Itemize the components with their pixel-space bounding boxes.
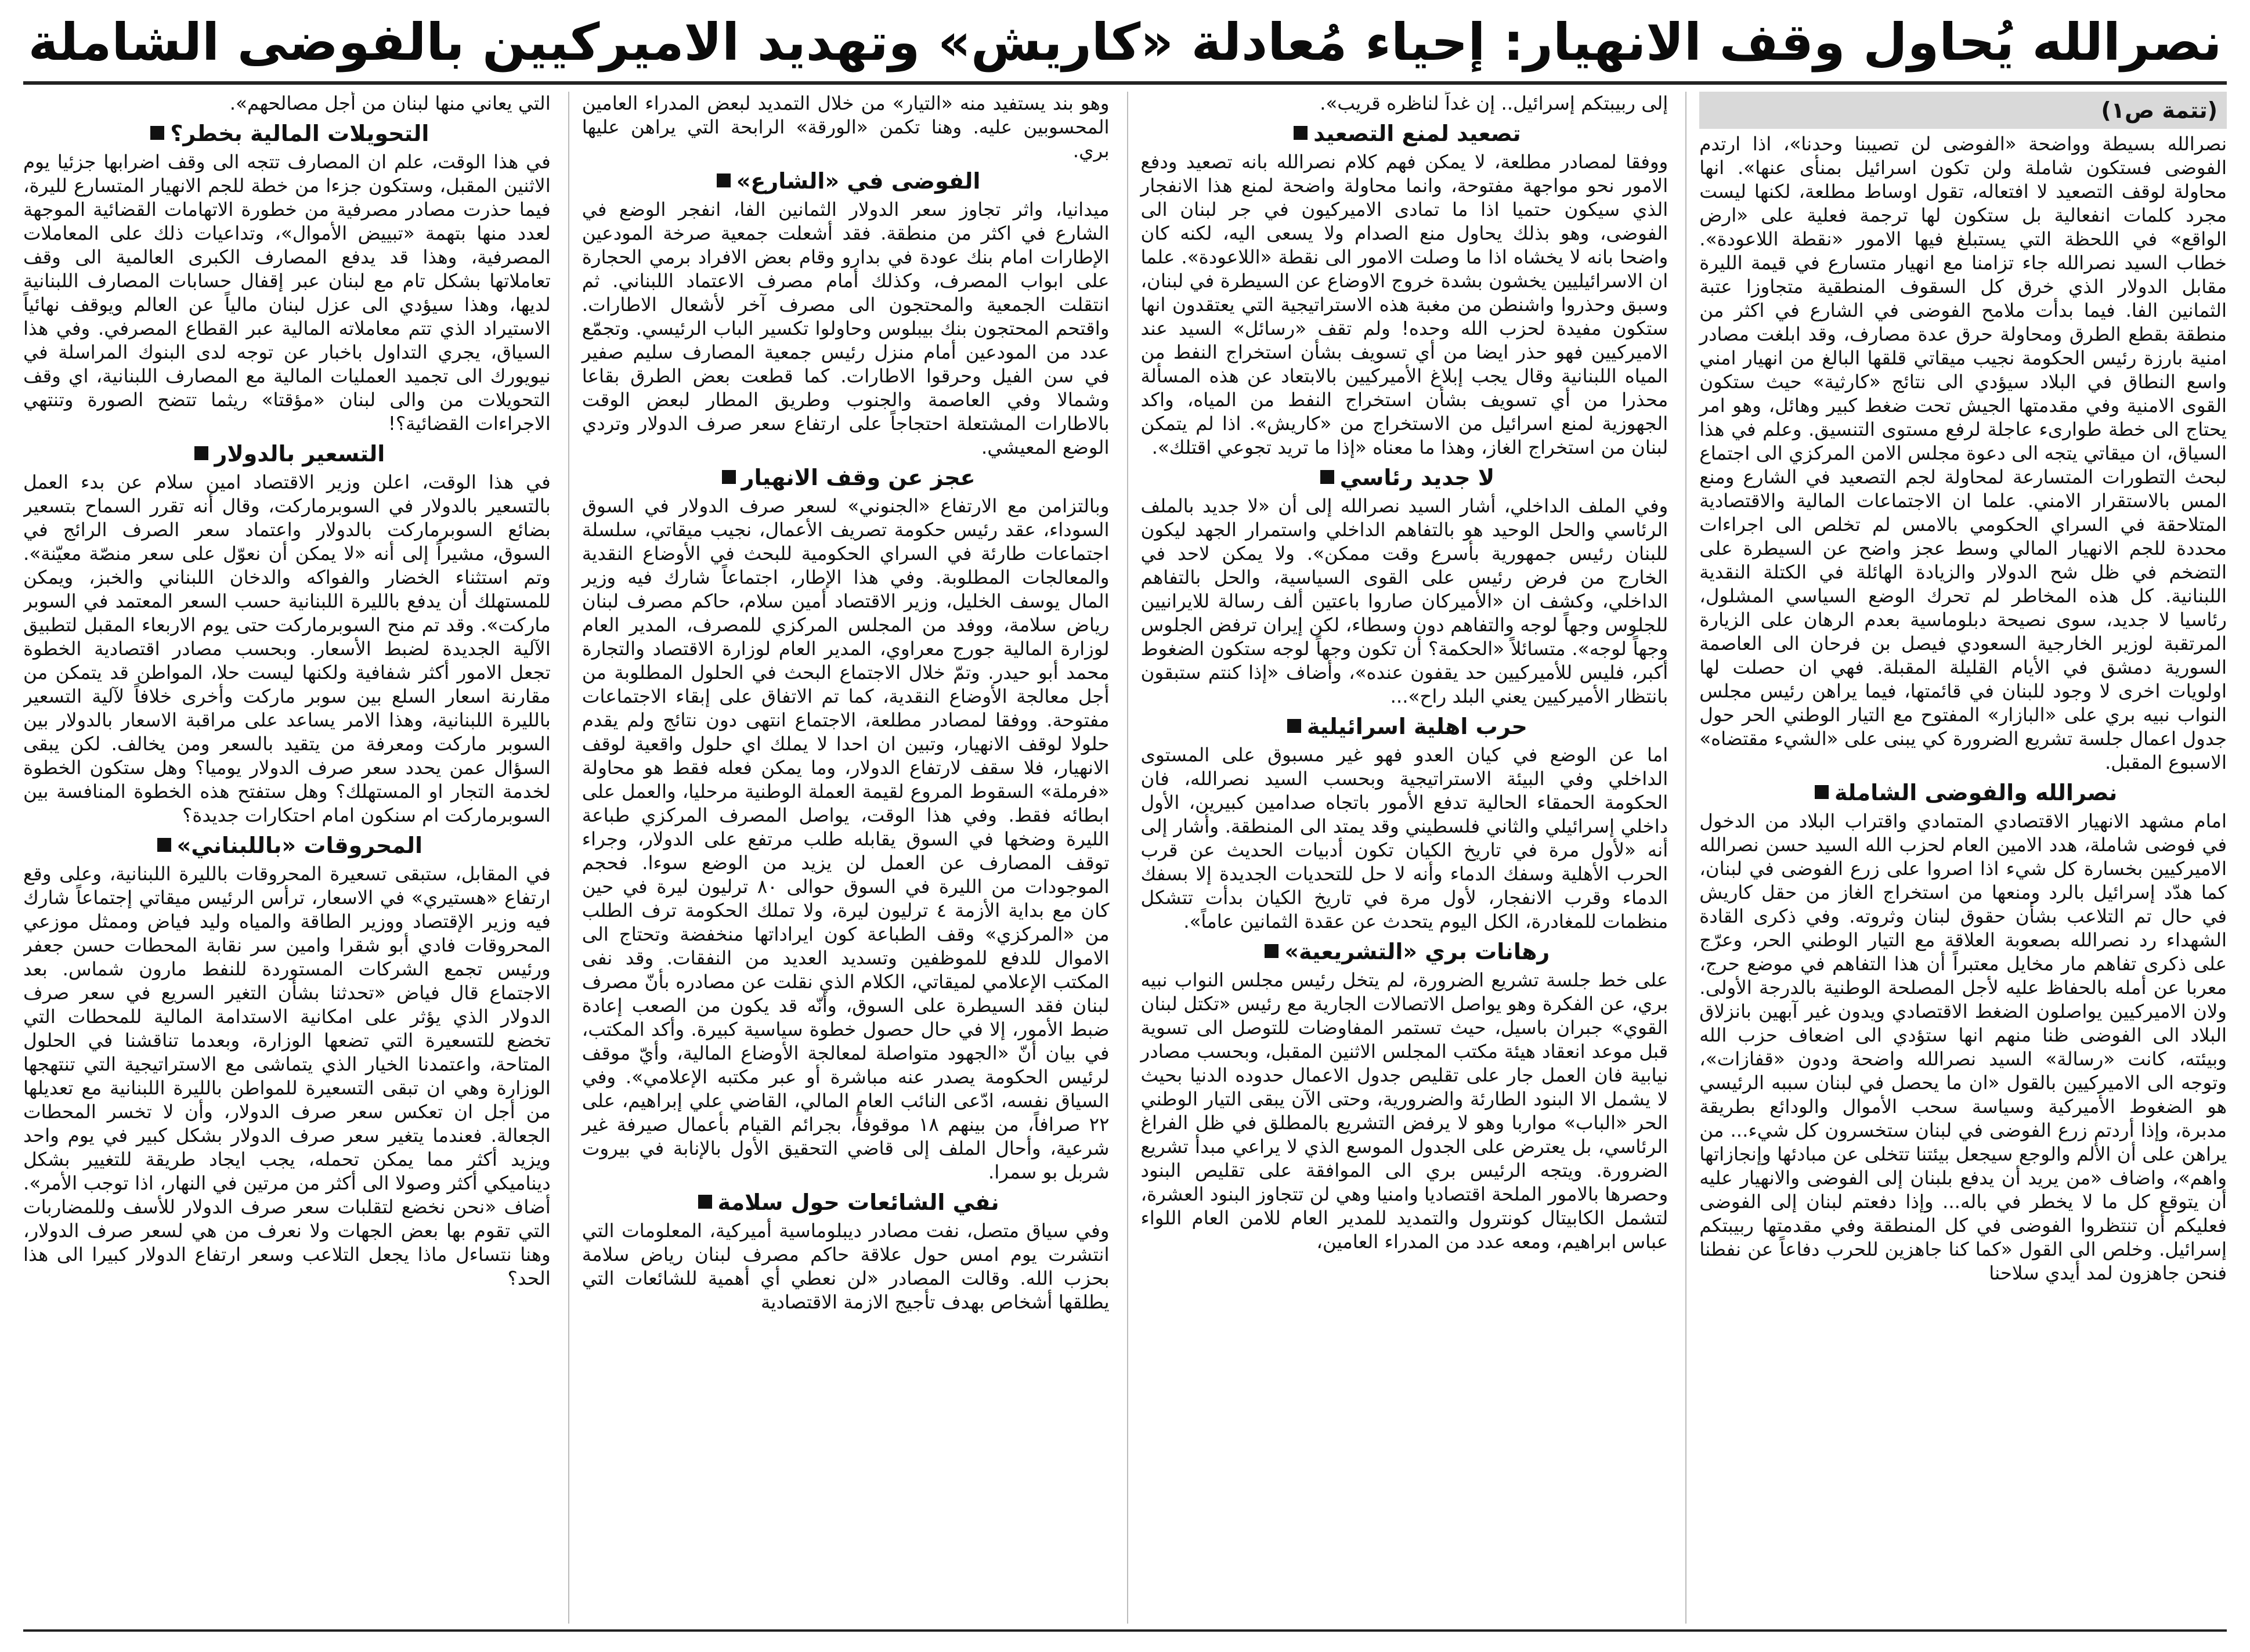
column-1 bbox=[1685, 92, 2227, 1624]
section-heading bbox=[1141, 937, 1668, 966]
section-heading-text: التسعير بالدولار bbox=[214, 441, 385, 467]
column-3 bbox=[568, 92, 1110, 1624]
section-heading bbox=[1699, 778, 2227, 807]
page-headline: نصرالله يُحاول وقف الانهيار: إحياء مُعادلة «كاريش» وتهديد الاميركيين بالفوضى الشاملة bbox=[28, 12, 2222, 72]
section-heading-text: تصعيد لمنع التصعيد bbox=[1313, 121, 1521, 146]
article-columns bbox=[23, 92, 2227, 1624]
article-paragraph: وبالتزامن مع الارتفاع «الجنوني» لسعر صرف الدولار في السوق السوداء، عقد رئيس حكومة تصريف الأعمال، نجيب ميقاتي، سلسلة اجتماعات طارئة في السراي الحكومية للبحث في الأوضاع النقدية والمعالجات المطلوبة. وفي هذا الإطار، اجتماعاً شارك فيه وزير المال يوسف الخليل، وزير الاقتصاد أمين سلام، حاكم مصرف لبنان رياض سلامة، ووفد من المجلس المركزي للمصرف، المدير العام لوزارة المالية جورج معراوي، المدير العام لوزارة الاقتصاد والتجارة محمد أبو حيدر. وتمّ خلال الاجتماع البحث في الحلول المطلوبة من أجل معالجة الأوضاع النقدية، كما تم الاتفاق على إبقاء الاجتماعات مفتوحة. ووفقا لمصادر مطلعة، الاجتماع انتهى دون نتائج ولم يقدم حلولا لوقف الانهيار، وتبين ان احدا لا يملك اي حلول واقعية لوقف الانهيار، فلا سقف لارتفاع الدولار، وما يمكن فعله فقط هو محاولة «فرملة» السقوط المروع لقيمة العملة الوطنية مرحليا، والعمل على ابطائه فقط. وفي هذا الوقت، يواصل المصرف المركزي طباعة الليرة وضخها في السوق يقابله طلب مرتفع على الدولار، وجراء توقف المصارف عن العمل لن يزيد من الوضع سوءا. فحجم الموجودات من الليرة في السوق حوالى ٨٠ ترليون ليرة في حين كان مع بداية الأزمة ٤ ترليون ليرة، ولا تملك الحكومة ترف الطلب من «المركزي» وقف الطباعة كون ايراداتها منخفضة وتحتاج الى الاموال للدفع للموظفين وتسديد العديد من النفقات. وقد نفى المكتب الإعلامي لميقاتي، الكلام الذي نقلت عن مصادره بأنّ مصرف لبنان فقد السيطرة على السوق، وأنّه قد يكون من الصعب إعادة ضبط الأمور، إلا في حال حصول خطوة سياسية كبيرة. وأكد المكتب، في بيان أنّ «الجهود متواصلة لمعالجة الأوضاع المالية، وأيّ موقف لرئيس الحكومة يصدر عنه مباشرة أو عبر مكتبه الإعلامي». وفي السياق نفسه، ادّعى النائب العام المالي، القاضي علي إبراهيم، على ٢٢ صرافاً، من بينهم ١٨ موقوفاً، بجرائم القيام بأعمال صيرفة غير شرعية، وأحال الملف إلى قاضي التحقيق الأول بالإنابة في بيروت شربل بو سمرا. bbox=[582, 495, 1110, 1183]
square-bullet-icon bbox=[698, 1195, 712, 1209]
article-paragraph: وهو بند يستفيد منه «التيار» من خلال التمديد لبعض المدراء العامين المحسوبين عليه. وهنا تكمن «الورقة» الرابحة التي يراهن عليها بري. bbox=[582, 92, 1110, 162]
square-bullet-icon bbox=[1294, 126, 1308, 140]
article-paragraph: اما عن الوضع في كيان العدو فهو غير مسبوق على المستوى الداخلي وفي البيئة الاستراتيجية وبحسب السيد نصرالله، فان الحكومة الحمقاء الحالية تدفع الأمور باتجاه صدامين كبيرين، الأول داخلي إسرائيلي والثاني فلسطيني وقد يمتد الى المنطقة. وأشار إلى أنه «لأول مرة في تاريخ الكيان تكون أدبيات الحديث عن قرب الحرب الأهلية وسفك الدماء وأنه لا حل للتحديات الجديدة إلا بسفك الدماء وقرب الانفجار، لأول مرة في تاريخ الكيان بدأت تتشكل منظمات للمغادرة، الكل اليوم يتحدث عن عقدة الثمانين عاماً». bbox=[1140, 744, 1668, 932]
section-heading bbox=[582, 1188, 1110, 1217]
section-heading-text: نفي الشائعات حول سلامة bbox=[717, 1190, 999, 1215]
column-4 bbox=[23, 92, 551, 1624]
square-bullet-icon bbox=[717, 173, 731, 187]
section-heading bbox=[23, 119, 551, 148]
square-bullet-icon bbox=[1815, 785, 1829, 799]
section-heading-text: حرب اهلية اسرائيلية bbox=[1306, 714, 1527, 739]
footer-rule bbox=[23, 1629, 2227, 1632]
article-paragraph: التي يعاني منها لبنان من أجل مصالحهم». bbox=[229, 92, 551, 114]
article-paragraph: في هذا الوقت، علم ان المصارف تتجه الى وقف اضرابها جزئيا يوم الاثنين المقبل، وستكون جزءا من خطة للجم الانهيار المتسارع لليرة، فيما حذرت مصادر مصرفية من خطورة الاتهامات القضائية الموجهة لعدد منها بتهمة «تبييض الأموال»، وتداعيات ذلك على المعاملات المصرفية، وهذا قد يدفع المصارف الكبرى العالمية الى وقف تعاملاتها بشكل تام مع لبنان عبر إقفال حسابات المصارف اللبنانية لديها، وهذا سيؤدي الى عزل لبنان مالياً عن العالم ويوقف نهائياً الاستيراد الذي تتم معاملاته المالية عبر القطاع المصرفي. وفي هذا السياق، يجري التداول باخبار عن توجه لدى البنوك المراسلة في نيويورك الى تجميد العمليات المالية مع المصارف اللبنانية، اي وقف التحويلات من والى لبنان «مؤقتا» ريثما تتضح الصورة وتنتهي الاجراءات القضائية؟! bbox=[23, 151, 551, 435]
headline-rule bbox=[23, 81, 2227, 85]
continuation-tag: (تتمة ص١) bbox=[1699, 92, 2227, 129]
section-heading bbox=[1141, 463, 1668, 492]
section-heading-text: التحويلات المالية بخطر؟ bbox=[170, 121, 429, 146]
square-bullet-icon bbox=[150, 126, 164, 140]
section-heading bbox=[23, 439, 551, 468]
square-bullet-icon bbox=[194, 446, 208, 460]
article-paragraph: وفي الملف الداخلي، أشار السيد نصرالله إلى أن «لا جديد بالملف الرئاسي والحل الوحيد هو بالتفاهم الداخلي واستمرار الجهد ليكون للبنان رئيس جمهورية بأسرع وقت ممكن». ولا يمكن لاحد في الخارج من فرض رئيس على القوى السياسية، والحل بالتفاهم الداخلي، وكشف ان «الأميركان صاروا باعتين ألف رسالة للايرانيين للجلوس وجهاً لوجه والتفاهم دون وسطاء، لكن إيران ترفض الجلوس وجهاً لوجه». متسائلاً «الحكمة؟ أن تكون وجهاً لوجه ستكون الضغوط أكبر، فليس للأميركيين حد يقفون عنده»، وأضاف «إذا كنتم ستبقون بانتظار الأميركيين يعني البلد راح»... bbox=[1140, 495, 1668, 707]
section-heading bbox=[1141, 119, 1668, 148]
square-bullet-icon bbox=[722, 470, 736, 484]
section-heading-text: نصرالله والفوضى الشاملة bbox=[1834, 780, 2118, 805]
square-bullet-icon bbox=[1320, 470, 1334, 484]
article-paragraph: نصرالله بسيطة وواضحة «الفوضى لن تصيبنا وحدنا»، اذا ارتدم الفوضى فستكون شاملة ولن تكون اسرائيل بمنأى عنها». انها محاولة لوقف التصعيد لا افتعاله، تقول اوساط مطلعة، لكنها ليست مجرد كلمات انفعالية بل ستكون لها ترجمة فعلية على «ارض الواقع» في اللحظة التي يستبلغ فيها الامور «نقطة اللاعودة». خطاب السيد نصرالله جاء تزامنا مع انهيار متسارع في قيمة الليرة مقابل الدولار الذي خرق كل السقوف المنطقية متجاوزا عتبة الثمانين الفا. فيما بدأت ملامح الفوضى في الشارع في اكثر من منطقة بقطع الطرق ومحاولة حرق عدة مصارف، وقد ابلغت مصادر امنية بارزة رئيس الحكومة نجيب ميقاتي قلقها البالغ من انهيار امني واسع النطاق في البلاد سيؤدي الى نتائج «كارثية» حيث ستكون القوى الامنية وفي مقدمتها الجيش تحت ضغط كبير وهائل، وهو امر يحتاج الى خطة طوارىء عاجلة لرفع مستوى التنسيق. وعلم في هذا السياق، ان ميقاتي يتجه الى دعوة مجلس الامن المركزي الى اجتماع لبحث التطورات المتسارعة لمحاولة لجم التصعيد في الشارع ومنع المس بالاستقرار الامني. علما ان الاجتماعات المالية والاقتصادية المتلاحقة في السراي الحكومي بالامس لم تخلص الى اجراءات محددة للجم الانهيار المالي وسط عجز واضح عن السيطرة على التضخم في ظل شح الدولار والزيادة الهائلة في الكتلة النقدية اللبنانية. كل هذه المخاطر لم تحرك الوضع السياسي المشلول، رئاسيا لا جديد، سوى نصيحة دبلوماسية بعدم الرهان على الزيارة المرتقبة لوزير الخارجية السعودي فيصل بن فرحان الى العاصمة السورية دمشق في الأيام القليلة المقبلة. فهي ان حصلت لها اولويات اخرى لا وجود للبنان في قائمتها، فيما يراهن رئيس مجلس النواب نبيه بري على «البازار» المفتوح مع التيار الوطني الحر حول جدول اعمال جلسة تشريع الضرورة كي يبنى على «الشيء مقتضاه» الاسبوع المقبل. bbox=[1699, 133, 2227, 773]
section-heading-text: الفوضى في «الشارع» bbox=[736, 168, 981, 194]
square-bullet-icon bbox=[1265, 944, 1279, 958]
article-paragraph: امام مشهد الانهيار الاقتصادي المتمادي واقتراب البلاد من الدخول في فوضى شاملة، هدد الامين العام لحزب الله السيد حسن نصرالله الاميركيين بخسارة كل شيء اذا اصروا على زرع الفوضى في لبنان، كما هدّد إسرائيل بالرد ومنعها من استخراج الغاز من حقل كاريش في حال تم التلاعب بشأن حقوق لبنان وثروته. وفي ذكرى القادة الشهداء رد نصرالله بصعوبة العلاقة مع التيار الوطني الحر، وعرّج على ذكرى تفاهم مار مخايل معتبراً أن هذا التفاهم في موضع حرج، معربا عن أمله بالحفاظ عليه لأجل المصلحة الوطنية بالدرجة الأولى. ولان الاميركيين يواصلون الضغط الاقتصادي ويدون غير آبهين بانزلاق البلاد الى الفوضى ظنا منهم انها ستؤدي الى اضعاف حزب الله وبيئته، كانت «رسالة» السيد نصرالله واضحة ودون «قفازات»، وتوجه الى الاميركيين بالقول «ان ما يحصل في لبنان سببه الرئيسي هو الضغوط الأميركية وسياسة سحب الأموال والودائع بطريقة مدبرة، وإذا أردتم زرع الفوضى في لبنان ستخسرون كل شيء... من يراهن على أن الألم والوجع سيجعل بيئتنا تتخلى عن مبادئها وإنجازاتها واهم»، واضاف «من يريد أن يدفع بلبنان إلى الفوضى والانهيار عليه أن يتوقع كل ما لا يخطر في باله... وإذا دفعتم لبنان إلى الفوضى فعليكم أن تنتظروا الفوضى في كل المنطقة وفي مقدمتها ربيبتكم إسرائيل. وخلص الى القول «كما كنا جاهزين للحرب دفاعاً عن نفطنا فنحن جاهزون لمد أيدي سلاحنا bbox=[1699, 810, 2227, 1284]
section-heading bbox=[582, 463, 1110, 492]
section-heading bbox=[582, 167, 1110, 196]
square-bullet-icon bbox=[157, 838, 171, 852]
article-paragraph: إلى ربيبتكم إسرائيل.. إن غداً لناظره قريب». bbox=[1320, 92, 1668, 114]
section-heading-text: المحروقات «باللبناني» bbox=[176, 833, 423, 858]
section-heading bbox=[23, 831, 551, 860]
column-2 bbox=[1127, 92, 1668, 1624]
article-paragraph: في المقابل، ستبقى تسعيرة المحروقات بالليرة اللبنانية، وعلى وقع ارتفاع «هستيري» في الاسعار، ترأس الرئيس ميقاتي إجتماعاً شارك فيه وزير الإقتصاد ووزير الطاقة والمياه وليد فياض وممثل موزعي المحروقات فادي أبو شقرا وامين سر نقابة المحطات حسن جعفر ورئيس تجمع الشركات المستوردة للنفط مارون شماس. بعد الاجتماع قال فياض «تحدثنا بشأن التغير السريع في سعر صرف الدولار الذي يؤثر على امكانية الاستدامة المالية للمحطات التي تخضع للتسعيرة التي تضعها الوزارة، وبعدما تناقشنا في الحلول المتاحة، واعتمدنا الخيار الذي يتماشى مع الاستراتيجية التي تنتهجها الوزارة وهي ان تبقى التسعيرة للمواطن بالليرة اللبنانية مع تعديلها من أجل ان تعكس سعر صرف الدولار، وأن لا تخسر المحطات الجعالة. فعندما يتغير سعر صرف الدولار بشكل كبير في يوم واحد ويزيد أكثر مما يمكن تحمله، يجب ايجاد طريقة للتغيير بشكل ديناميكي أكثر وصولا الى أكثر من مرتين في النهار، اذا توجب الأمر». أضاف «نحن نخضع لتقلبات سعر صرف الدولار للأسف وللمضاربات التي تقوم بها بعض الجهات ولا نعرف من هي لسعر صرف الدولار، وهنا نتساءل ماذا يجعل التلاعب وسعر ارتفاع الدولار كبيرا الى هذا الحد؟ bbox=[23, 863, 551, 1289]
article-paragraph: على خط جلسة تشريع الضرورة، لم يتخل رئيس مجلس النواب نبيه بري، عن الفكرة وهو يواصل الاتصالات الجارية مع رئيس «تكتل لبنان القوي» جبران باسيل، حيث تستمر المفاوضات للتوصل الى تسوية قبل موعد انعقاد هيئة مكتب المجلس الاثنين المقبل، وبحسب مصادر نيابية فان العمل جار على تقليص جدول الاعمال حدوده الدنيا بحيث لا يشمل الا البنود الطارئة والضرورية، وحتى الآن يبقى التيار الوطني الحر «الباب» مواربا وهو لا يرفض التشريع بالمطلق في ظل الفراغ الرئاسي، بل يعترض على الجدول الموسع الذي لا يراعي مبدأ تشريع الضرورة. ويتجه الرئيس بري الى الموافقة على تقليص البنود وحصرها بالامور الملحة اقتصاديا وامنيا وهي لن تتجاوز البنود العشرة، لتشمل الكابيتال كونترول والتمديد للمدير العام للامن العام اللواء عباس ابراهيم، ومعه عدد من المدراء العامين، bbox=[1140, 969, 1668, 1253]
section-heading bbox=[1141, 712, 1668, 741]
article-paragraph: في هذا الوقت، اعلن وزير الاقتصاد امين سلام عن بدء العمل بالتسعير بالدولار في السوبرماركت، وقال أنه تقرر السماح بتسعير بضائع السوبرماركت بالدولار واعتماد سعر الصرف الرائج في السوق، مشيراً إلى أنه «لا يمكن أن نعوّل على سعر منصّة معيّنة». وتم استثناء الخضار والفواكه والدخان اللبناني والخبز، ويمكن للمستهلك أن يدفع بالليرة اللبنانية حسب السعر المعتمد في السوبر ماركت». وقد تم منح السوبرماركت حتى يوم الاربعاء المقبل لتطبيق الآلية الجديدة لضبط الأسعار. وبحسب مصادر اقتصادية الخطوة تجعل الامور أكثر شفافية ولكنها ليست حلا، المواطن قد يتمكن من مقارنة اسعار السلع بين سوبر ماركت وأخرى خلافاً لآلية التسعير بالليرة اللبنانية، وهذا الامر يساعد على مراقبة الاسعار بالدولار بين السوبر ماركت ومعرفة من يتقيد بالسعر ومن يخالف. لكن يبقى السؤال عمن يحدد سعر صرف الدولار يوميا؟ وهل ستكون الخطوة لخدمة التجار او المستهلك؟ وهل ستفتح هذه الخطوة المنافسة بين السوبرماركت ام سنكون امام احتكارات جديدة؟ bbox=[23, 471, 551, 826]
section-heading-text: عجز عن وقف الانهيار bbox=[741, 465, 976, 490]
article-paragraph: وفي سياق متصل، نفت مصادر ديبلوماسية أميركية، المعلومات التي انتشرت يوم امس حول علاقة حاكم مصرف لبنان رياض سلامة بحزب الله. وقالت المصادر «لن نعطي أي أهمية للشائعات التي يطلقها أشخاص بهدف تأجيج الازمة الاقتصادية bbox=[582, 1220, 1110, 1313]
square-bullet-icon bbox=[1287, 719, 1301, 733]
article-paragraph: ميدانيا، واثر تجاوز سعر الدولار الثمانين الفا، انفجر الوضع في الشارع في اكثر من منطقة. فقد أشعلت جمعية صرخة المودعين الإطارات امام بنك عودة في بدارو وقام بعض الافراد برمي الحجارة على ابواب المصرف، وكذلك أمام مصرف الاعتماد اللبناني. ثم انتقلت الجمعية والمحتجون الى مصرف آخر لأشعال الاطارات. واقتحم المحتجون بنك بيبلوس وحاولوا تكسير الباب الرئيسي. وتجمّع عدد من المودعين أمام منزل رئيس جمعية المصارف سليم صفير في سن الفيل وحرقوا الاطارات. كما قطعت بعض الطرق بقاعا وشمالا وفي العاصمة والجنوب وطريق المطار لبعض الوقت بالاطارات المشتعلة احتجاجاً على ارتفاع سعر صرف الدولار وتردي الوضع المعيشي. bbox=[582, 198, 1110, 458]
article-paragraph: ووفقا لمصادر مطلعة، لا يمكن فهم كلام نصرالله بانه تصعيد ودفع الامور نحو مواجهة مفتوحة، وانما محاولة واضحة لمنع هذا الانفجار الذي سيكون حتميا اذا ما تمادى الاميركيون في جر لبنان الى الفوضى، وهو بذلك يحاول منع الصدام ولا يسعى اليه، لكنه كان واضحا بانه لا يخشاه اذا ما وصلت الامور الى نقطة «اللاعودة». علما ان الاسرائيليين يخشون بشدة خروج الاوضاع عن السيطرة في لبنان، وسبق وحذروا واشنطن من مغبة هذه الاستراتيجية التي يعتقدون انها ستكون مفيدة لحزب الله وحده! ولم تقف «رسائل» السيد عند الاميركيين فهو حذر ايضا من أي تسويف بشأن استخراج النفط من المياه اللبنانية وقال يجب إبلاغ الأميركيين بالابتعاد عن هذه المسألة محذرا من أي تسويف بشأن استخراج النفط من المياه، واكد الجهوزية لمنع اسرائيل من الاستخراج من «كاريش». اذا لم يتمكن لبنان من استخراج الغاز، وهذا ما معناه «إذا ما تريد تجوعي اقتلك». bbox=[1140, 151, 1668, 458]
section-heading-text: لا جديد رئاسي bbox=[1339, 465, 1495, 490]
section-heading-text: رهانات بري «التشريعية» bbox=[1284, 939, 1550, 964]
